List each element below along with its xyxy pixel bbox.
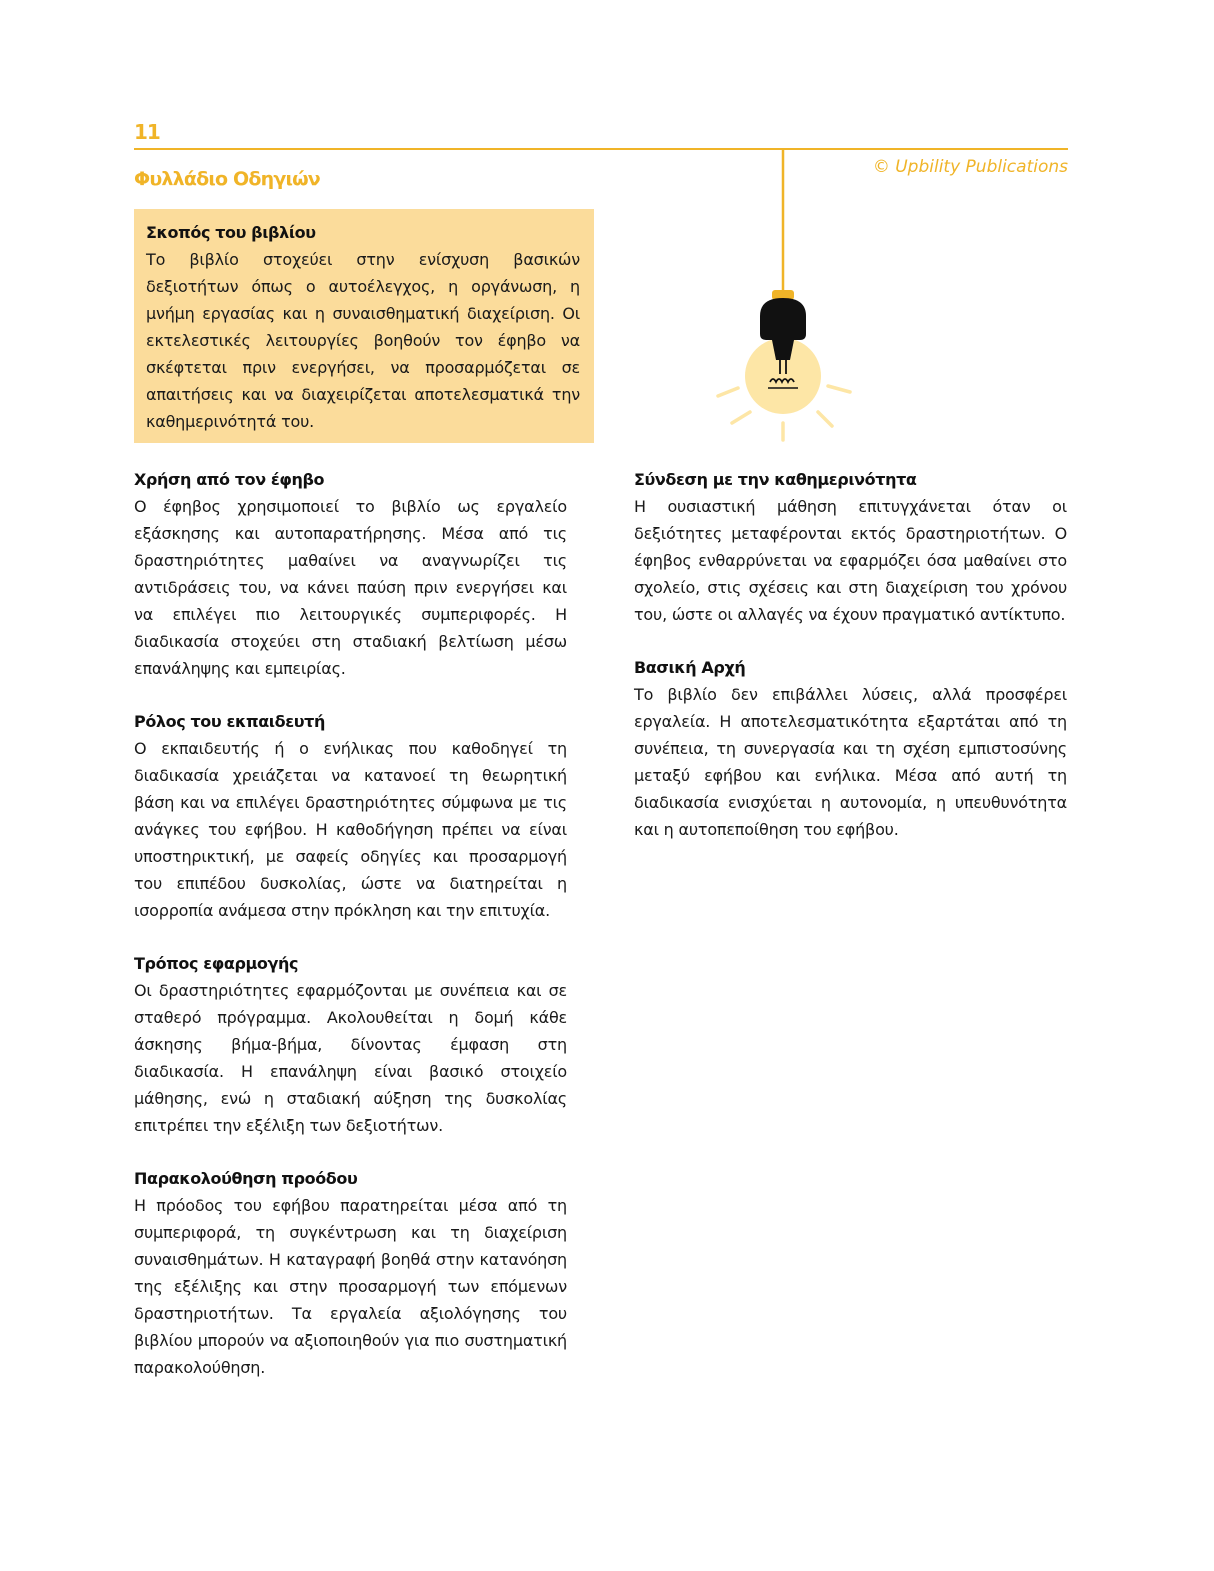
right-column (634, 466, 1067, 869)
section-text: Οι δραστηριότητες εφαρμόζονται με συνέπεια και σε σταθερό πρόγραμμα. Ακολουθείται η δομή κάθε άσκησης βήμα-βήμα, δίνοντας έμφαση στη διαδικασία. Η επανάληψη είναι βασικό στοιχείο μάθησης, ενώ η σταδιακή αύξηση της δυσκολίας επιτρέπει την εξέλιξη των δεξιοτήτων. (134, 981, 567, 1135)
left-column (134, 466, 567, 1407)
section-text: Η ουσιαστική μάθηση επιτυγχάνεται όταν οι δεξιότητες μεταφέρονται εκτός δραστηριοτήτων. Ο έφηβος ενθαρρύνεται να εφαρμόζει όσα μαθαίνει στο σχολείο, στις σχέσεις και στη διαχείριση του χρόνου του, ώστε οι αλλαγές να έχουν πραγματικό αντίκτυπο. (634, 497, 1067, 624)
section-text: Ο έφηβος χρησιμοποιεί το βιβλίο ως εργαλείο εξάσκησης και αυτοπαρατήρησης. Μέσα από τις δραστηριότητες μαθαίνει να αναγνωρίζει τις αντιδράσεις του, να κάνει παύση πριν ενεργήσει και να επιλέγει πιο λειτουργικές συμπεριφορές. Η διαδικασία στοχεύει στη σταδιακή βελτίωση μέσω επανάληψης και εμπειρίας. (134, 497, 567, 678)
bulb-socket (760, 298, 806, 340)
section-teen-use (134, 466, 567, 682)
section-heading: Ρόλος του εκπαιδευτή (134, 712, 325, 731)
section-heading: Χρήση από τον έφηβο (134, 470, 325, 489)
section-educator-role (134, 708, 567, 924)
intro-text: Το βιβλίο στοχεύει στην ενίσχυση βασικών δεξιοτήτων όπως ο αυτοέλεγχος, η οργάνωση, η μνήμη εργασίας και η συναισθηματική διαχείριση. Οι εκτελεστικές λειτουργίες βοηθούν τον έφηβο να σκέφτεται πριν ενεργήσει, να προσαρμόζεται σε απαιτήσεις και να διαχειρίζεται αποτελεσματικά την καθημερινότητά του. (146, 250, 580, 431)
section-basic-principle (634, 654, 1067, 843)
section-title: Φυλλάδιο Οδηγιών (134, 168, 320, 190)
page-number: 11 (134, 120, 160, 144)
section-text: Η πρόοδος του εφήβου παρατηρείται μέσα από τη συμπεριφορά, τη συγκέντρωση και τη διαχείριση συναισθημάτων. Η καταγραφή βοηθά στην κατανόηση της εξέλιξης και στην προσαρμογή των επόμενων δραστηριοτήτων. Τα εργαλεία αξιολόγησης του βιβλίου μπορούν να αξιοποιηθούν για πιο συστηματική παρακολούθηση. (134, 1196, 567, 1377)
lightbulb-icon (710, 148, 860, 448)
section-text: Ο εκπαιδευτής ή ο ενήλικας που καθοδηγεί τη διαδικασία χρειάζεται να κατανοεί τη θεωρητική βάση και να επιλέγει δραστηριότητες σύμφωνα με τις ανάγκες του εφήβου. Η καθοδήγηση πρέπει να είναι υποστηρικτική, με σαφείς οδηγίες και προσαρμογή του επιπέδου δυσκολίας, ώστε να διατηρείται η ισορροπία ανάμεσα στην πρόκληση και την επιτυχία. (134, 739, 567, 920)
section-progress (134, 1165, 567, 1381)
publisher-credit: © Upbility Publications (872, 157, 1068, 177)
section-heading: Τρόπος εφαρμογής (134, 954, 299, 973)
section-text: Το βιβλίο δεν επιβάλλει λύσεις, αλλά προσφέρει εργαλεία. Η αποτελεσματικότητα εξαρτάται από τη συνέπεια, τη συνεργασία και τη σχέση εμπιστοσύνης μεταξύ εφήβου και ενήλικα. Μέσα από αυτή τη διαδικασία ενισχύεται η αυτονομία, η υπευθυνότητα και η αυτοπεποίθηση του εφήβου. (634, 685, 1067, 839)
section-heading: Βασική Αρχή (634, 658, 746, 677)
section-heading: Σύνδεση με την καθημερινότητα (634, 470, 917, 489)
section-heading: Παρακολούθηση προόδου (134, 1169, 358, 1188)
section-application (134, 950, 567, 1139)
section-daily-life (634, 466, 1067, 628)
intro-heading: Σκοπός του βιβλίου (146, 223, 316, 242)
top-rule (134, 148, 1068, 150)
intro-box (134, 209, 594, 443)
